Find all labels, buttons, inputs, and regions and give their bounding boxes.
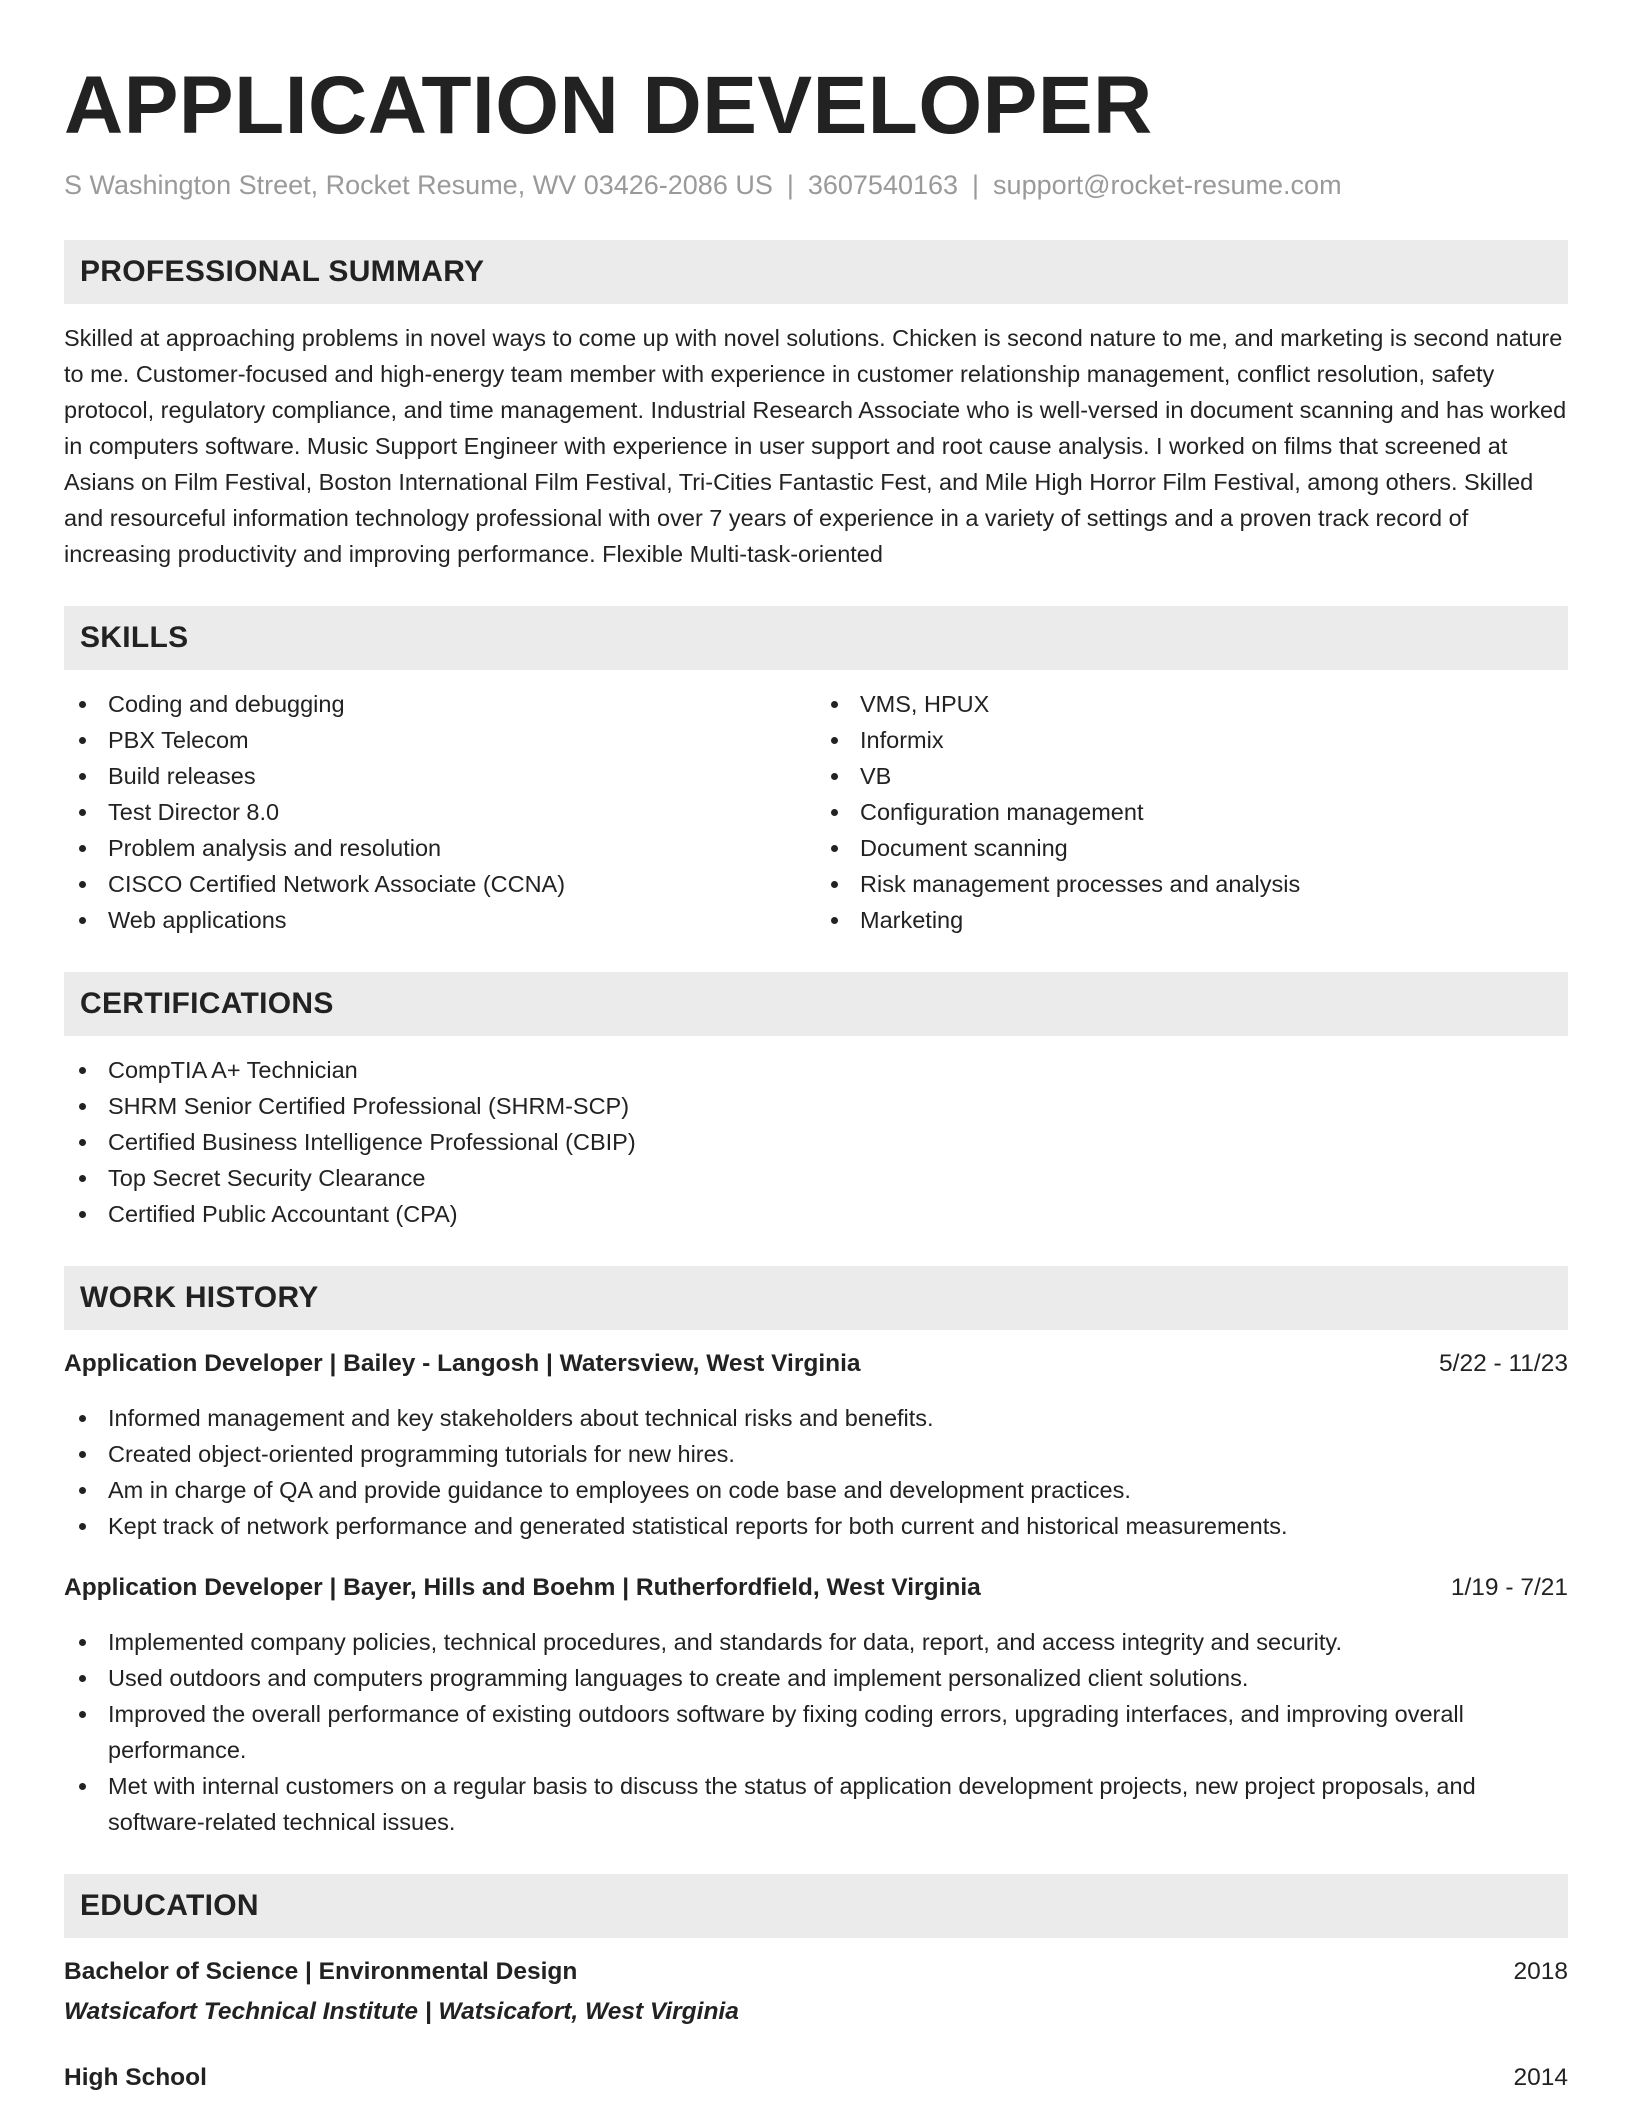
summary-text: Skilled at approaching problems in novel ways to come up with novel solutions. Chicken is second nature to me, and marketing is second nature to me. Customer-focused and high-energy team member with experience in customer relationship management, conflict resolution, safety protocol, regulatory compliance, and time management. Industrial Research Associate who is well-versed in document scanning and has worked in computers software. Music Support Engineer with experience in user support and root cause analysis. I worked on films that screened at Asians on Film Festival, Boston International Film Festival, Tri-Cities Fantastic Fest, and Mile High Horror Film Festival, among others. Skilled and resourceful information technology professional with over 7 years of experience in a variety of settings and a proven track record of increasing productivity and improving performance. Flexible Multi-task-oriented <box>64 325 1567 567</box>
job-heading-row <box>64 1570 1568 1606</box>
certifications-heading: CERTIFICATIONS <box>64 972 1568 1036</box>
job-title: Application Developer | Bayer, Hills and Boehm | Rutherfordfield, West Virginia <box>64 1574 981 1601</box>
list-item: PBX Telecom <box>64 722 816 758</box>
education-heading: EDUCATION <box>64 1874 1568 1938</box>
work-history-section <box>64 1266 1568 1840</box>
list-item: Met with internal customers on a regular basis to discuss the status of application development projects, new project proposals, and software-related technical issues. <box>64 1768 1568 1840</box>
list-item: Informix <box>816 722 1568 758</box>
skills-list-left <box>64 686 816 938</box>
list-item: CompTIA A+ Technician <box>64 1052 1568 1088</box>
contact-phone: 3607540163 <box>807 170 959 200</box>
list-item: Web applications <box>64 902 816 938</box>
summary-section <box>64 240 1568 572</box>
education-heading-row <box>64 1954 1568 1990</box>
job-dates: 5/22 - 11/23 <box>1439 1350 1568 1377</box>
contact-address: S Washington Street, Rocket Resume, WV 03426-2086 US <box>64 170 773 200</box>
education-degree: High School <box>64 2064 207 2091</box>
list-item: Document scanning <box>816 830 1568 866</box>
education-year: 2014 <box>1513 2064 1568 2091</box>
list-item: CISCO Certified Network Associate (CCNA) <box>64 866 816 902</box>
list-item: Coding and debugging <box>64 686 816 722</box>
list-item: Informed management and key stakeholders about technical risks and benefits. <box>64 1400 1568 1436</box>
education-entry <box>64 1954 1568 2030</box>
list-item: Certified Public Accountant (CPA) <box>64 1196 1568 1232</box>
list-item: Test Director 8.0 <box>64 794 816 830</box>
job-entry <box>64 1346 1568 1544</box>
list-item: Created object-oriented programming tutorials for new hires. <box>64 1436 1568 1472</box>
skills-heading: SKILLS <box>64 606 1568 670</box>
list-item: Implemented company policies, technical procedures, and standards for data, report, and access integrity and security. <box>64 1624 1568 1660</box>
job-bullets <box>64 1624 1568 1840</box>
certifications-section <box>64 972 1568 1232</box>
education-degree: Bachelor of Science | Environmental Design <box>64 1958 578 1985</box>
list-item: Improved the overall performance of existing outdoors software by fixing coding errors, upgrading interfaces, and improving overall performance. <box>64 1696 1568 1768</box>
list-item: Certified Business Intelligence Professional (CBIP) <box>64 1124 1568 1160</box>
list-item: VMS, HPUX <box>816 686 1568 722</box>
list-item: Am in charge of QA and provide guidance to employees on code base and development practices. <box>64 1472 1568 1508</box>
skills-list-right <box>816 686 1568 938</box>
list-item: VB <box>816 758 1568 794</box>
contact-separator: | <box>786 170 794 200</box>
job-dates: 1/19 - 7/21 <box>1450 1574 1568 1601</box>
certifications-list <box>64 1052 1568 1232</box>
work-history-heading: WORK HISTORY <box>64 1266 1568 1330</box>
education-heading-row <box>64 2060 1568 2096</box>
resume-title: APPLICATION DEVELOPER <box>64 60 1153 151</box>
list-item: Problem analysis and resolution <box>64 830 816 866</box>
education-school: Watsicafort Technical Institute | Watsicafort, West Virginia <box>64 1998 739 2025</box>
job-title: Application Developer | Bailey - Langosh | Watersview, West Virginia <box>64 1350 861 1377</box>
list-item: Used outdoors and computers programming languages to create and implement personalized client solutions. <box>64 1660 1568 1696</box>
education-entry <box>64 2060 1568 2096</box>
job-heading-row <box>64 1346 1568 1382</box>
list-item: Configuration management <box>816 794 1568 830</box>
job-bullets <box>64 1400 1568 1544</box>
education-year: 2018 <box>1513 1958 1568 1985</box>
job-entry <box>64 1570 1568 1840</box>
list-item: Risk management processes and analysis <box>816 866 1568 902</box>
list-item: Marketing <box>816 902 1568 938</box>
list-item: SHRM Senior Certified Professional (SHRM-SCP) <box>64 1088 1568 1124</box>
summary-heading: PROFESSIONAL SUMMARY <box>64 240 1568 304</box>
contact-line <box>64 168 1568 202</box>
skills-grid <box>64 670 1568 938</box>
list-item: Kept track of network performance and generated statistical reports for both current and historical measurements. <box>64 1508 1568 1544</box>
contact-email: support@rocket-resume.com <box>993 170 1342 200</box>
education-section <box>64 1874 1568 2096</box>
list-item: Build releases <box>64 758 816 794</box>
skills-section <box>64 606 1568 938</box>
list-item: Top Secret Security Clearance <box>64 1160 1568 1196</box>
contact-separator: | <box>972 170 980 200</box>
